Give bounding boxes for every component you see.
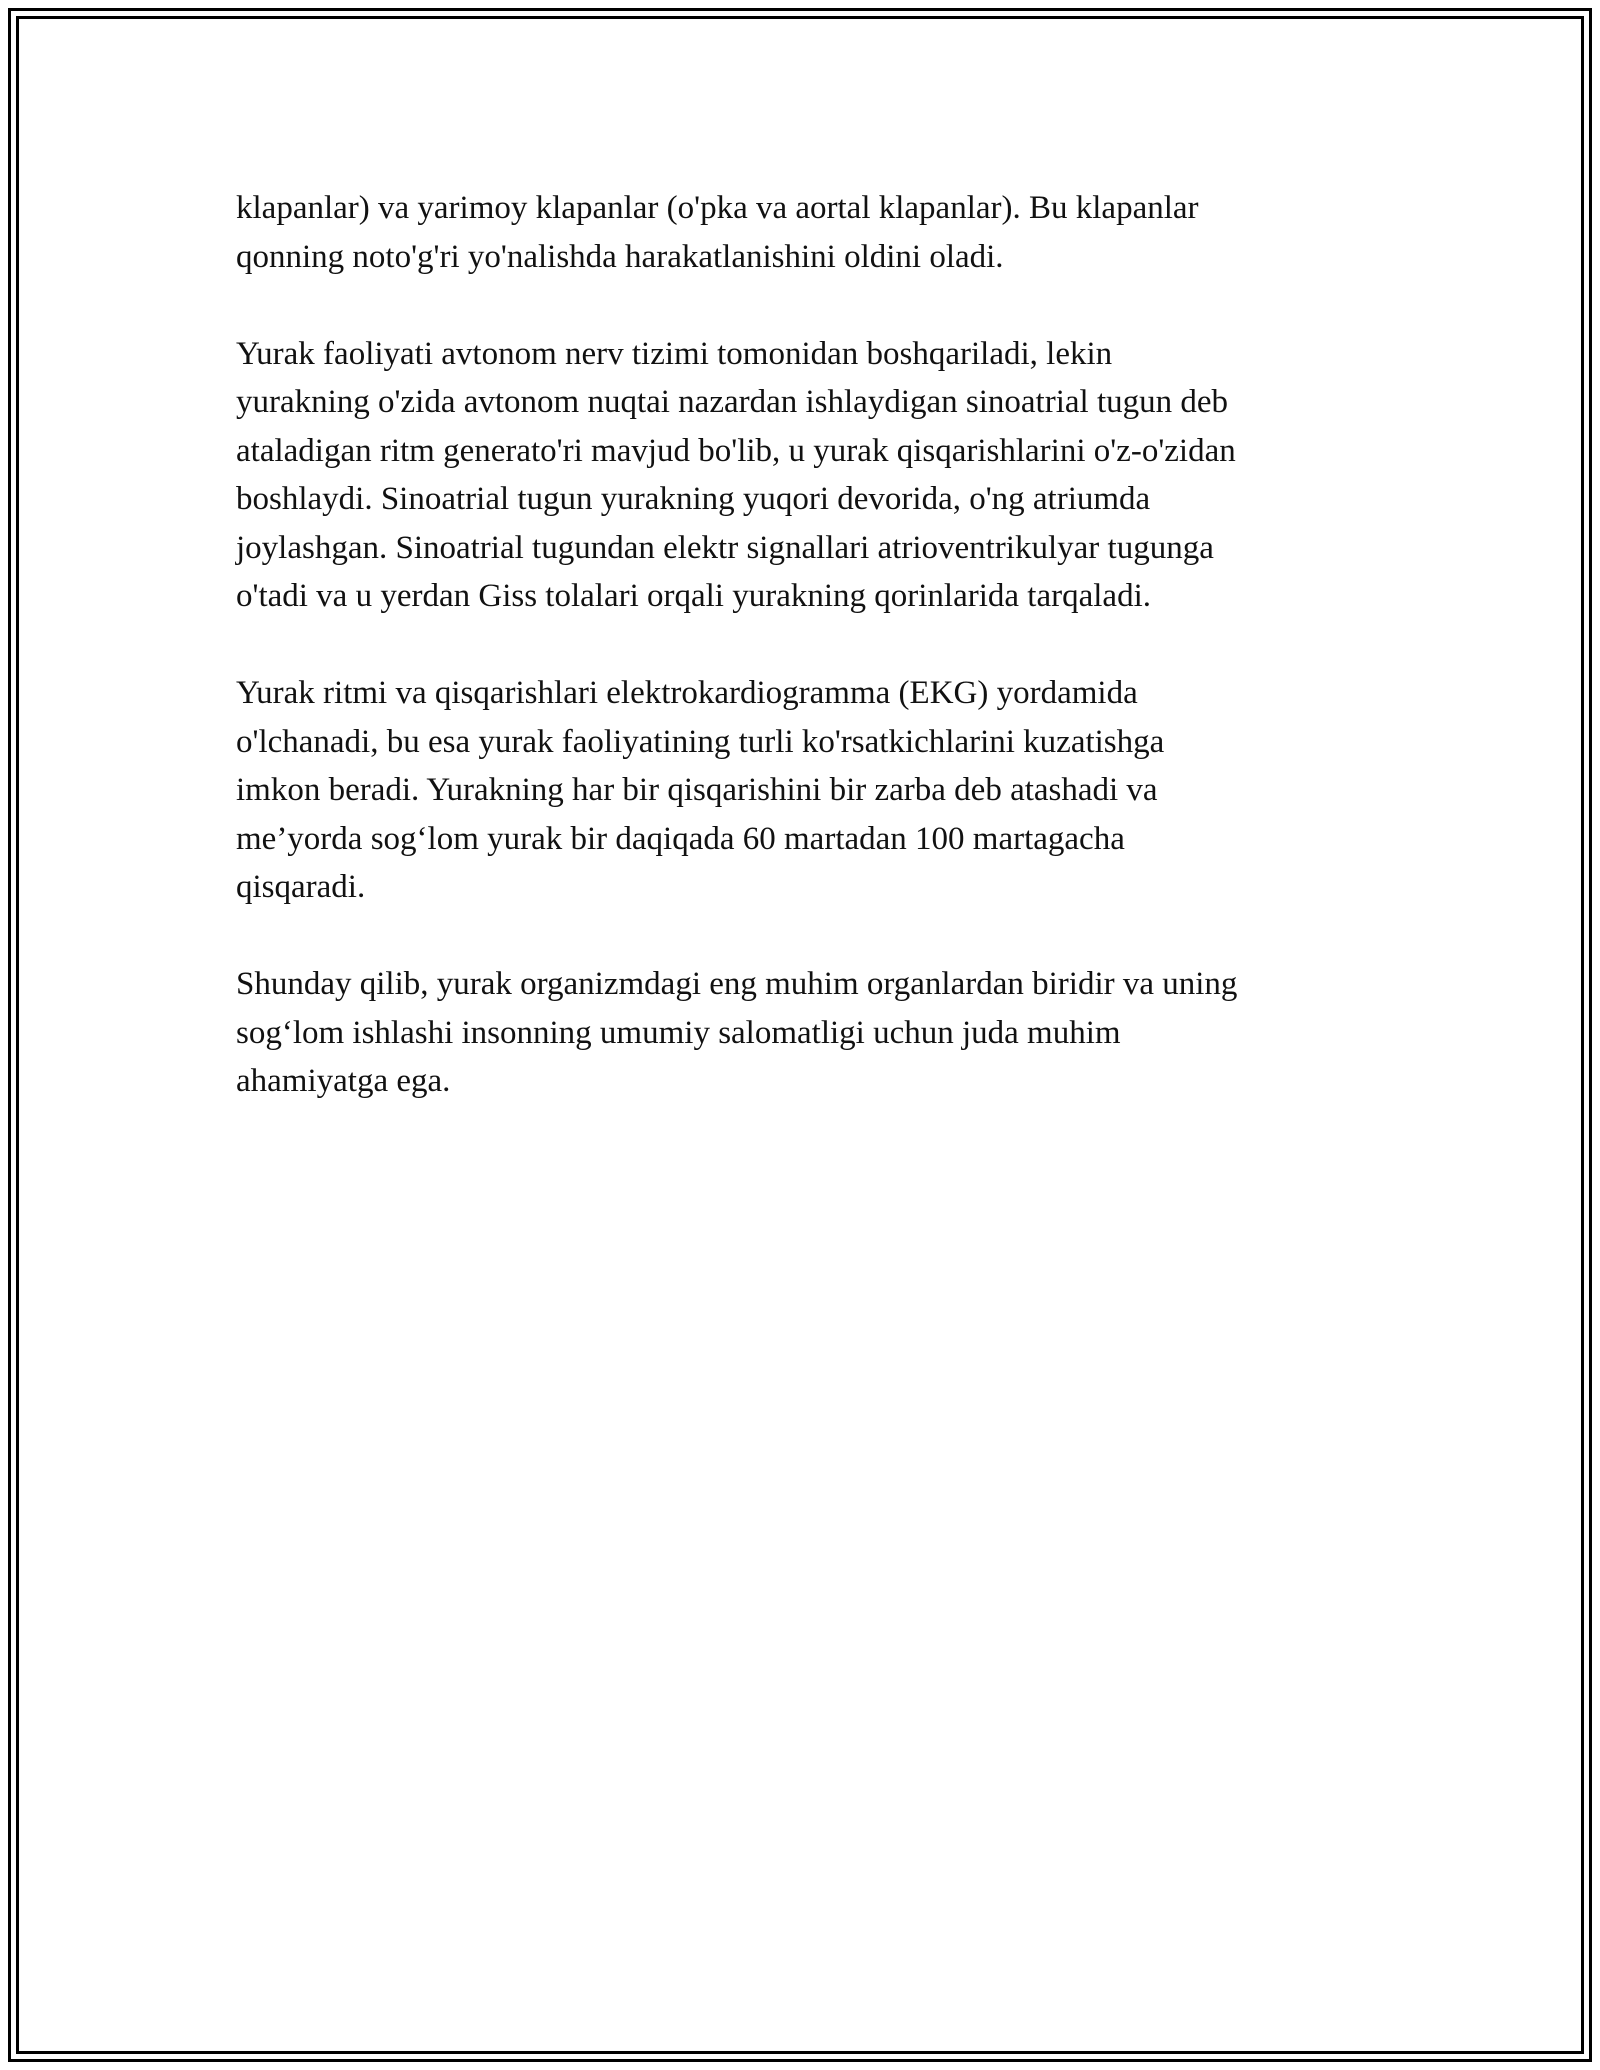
paragraph-valves: klapanlar) va yarimoy klapanlar (o'pka va aortal klapanlar). Bu klapanlar qonning noto'g'ri yo'nalishda harakatlanishini oldini oladi. xyxy=(236,190,1199,275)
paragraph-sinoatrial-node: Yurak faoliyati avtonom nerv tizimi tomonidan boshqariladi, lekin yurakning o'zida avtonom nuqtai nazardan ishlaydigan sinoatrial tugun deb ataladigan ritm generato'ri mavjud bo'lib, u yurak qisqarishlarini o'z-o'zidan boshlaydi. Sinoatrial tugun yurakning yuqori devorida, o'ng atriumda joylashgan. Sinoatrial tugundan elektr signallari atrioventrikulyar tugunga o'tadi va u yerdan Giss tolalari orqali yurakning qorinlarida tarqaladi. xyxy=(236,335,1236,614)
paragraph-ekg: Yurak ritmi va qisqarishlari elektrokardiogramma (EKG) yordamida o'lchanadi, bu esa yurak faoliyatining turli ko'rsatkichlarini kuzatishga imkon beradi. Yurakning har bir qisqarishini bir zarba deb atashadi va me’yorda sog‘lom yurak bir daqiqada 60 martadan 100 martagacha qisqaradi. xyxy=(236,675,1165,905)
paragraph-conclusion: Shunday qilib, yurak organizmdagi eng muhim organlardan biridir va uning sog‘lom ishlashi insonning umumiy salomatligi uchun juda muhim ahamiyatga ega. xyxy=(236,966,1238,1099)
document-body xyxy=(236,184,1366,1154)
